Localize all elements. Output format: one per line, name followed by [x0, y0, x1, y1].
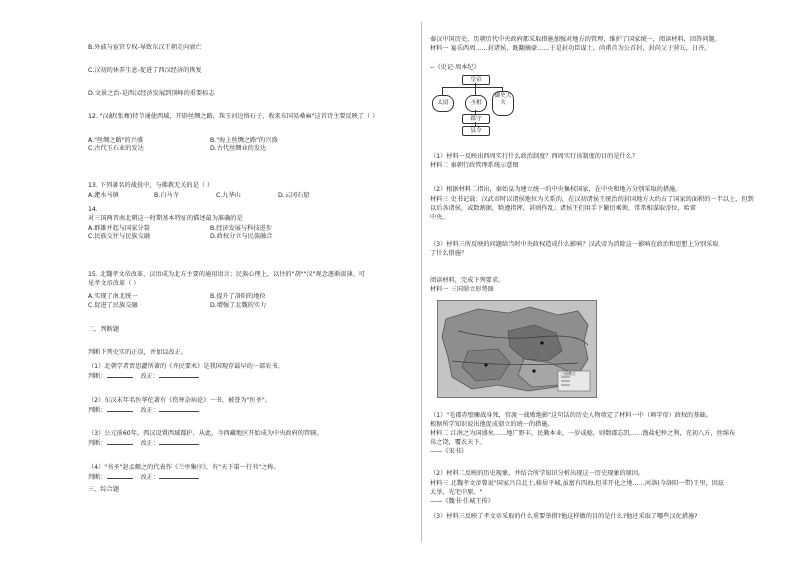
question-3-line-2: 了什么措施？ — [430, 250, 468, 257]
reading-material-3-source: ——《魏书·任城王传》 — [430, 498, 494, 505]
judge-answer-row-4 — [88, 473, 199, 482]
reading-question-3: （3）材料三反映了孝文帝采取的什么重要举措?他这样做的目的是什么?他还采取了哪些汉化措施? — [430, 513, 698, 520]
reading-question-2: （2）材料二反映的历史现象，并结合所学知识分析出现这一历史现象的原因。 — [430, 470, 645, 477]
q15-option-a: A.实现了南北统一 — [88, 293, 138, 300]
section-2-intro: 判断下列史实的正误，并加以改正。 — [88, 349, 187, 356]
diagram-connector — [442, 87, 443, 95]
diagram-taiwei: 太尉 — [432, 95, 454, 112]
column-divider — [421, 22, 422, 542]
diagram-emperor: 皇帝 — [462, 75, 490, 85]
q15-option-d: D.增强了北魏的实力 — [210, 302, 267, 309]
reading-material-2-source: ——《宋书》 — [430, 448, 468, 455]
reading-material-2-line-2: 帛之饶，覆衣天下。 — [430, 439, 486, 446]
reading-material-1: 材料一 三国鼎立形势图 — [430, 286, 494, 293]
material-3-line-2: 以后各诸侯，或数割据，犄遵指挥，甚则作乱；诸侯王们用手下繁衍乘领，常常相谋取帝位，哈雷 — [430, 205, 697, 212]
material-2-caption: 材料二 秦朝行政管理系统示意图 — [430, 162, 519, 169]
question-14-number: 14. — [88, 206, 98, 213]
judge-item-4: （4）"书圣"赵孟頫之的代表作《兰亭集序》，有"天下第一行书"之称。 — [88, 464, 280, 471]
q15-option-c: C.促进了民族交融 — [88, 302, 138, 309]
fix-blank[interactable] — [159, 473, 199, 479]
question-14-stem: 对三国两晋南北朝这一时期基本特征的描述最为准确的是 — [88, 215, 243, 222]
question-15-stem-2: 见孝文帝改革（ ） — [88, 280, 140, 287]
material-intro-1: 秦汉中国历史，历朝历代中央政府都采取措施加强对地方的管理，维护了国家统一，阅读材料，回答问题。 — [430, 36, 721, 43]
reading-intro: 阅读材料，完成下列要求。 — [430, 277, 505, 284]
judge-blank[interactable] — [107, 372, 133, 378]
judge-label: 判断： — [88, 407, 107, 414]
question-13-stem: 13. 下列著名的战役中，与佛教无关的是（ ） — [88, 182, 214, 189]
q13-option-b: B.白马寺 — [154, 192, 179, 199]
diagram-connector — [475, 87, 476, 95]
reading-material-2-line-1: 材料二 江南之为国盛矣……地广野丰，民勤本业，一岁或稔，则数郡忘饥……渔盐杞梓之利，充初八方，丝绵布 — [430, 430, 736, 437]
fix-blank[interactable] — [159, 372, 199, 378]
judge-blank[interactable] — [107, 473, 133, 479]
question-2: （2）根据材料二指出，秦始皇为建立统一的中央集权国家，在中央和地方分别采取的措施。 — [430, 186, 682, 193]
reading-material-3-line-1: 材料三 北魏孝文帝曾说"国家兴自北土,移居平城,虽富有四海,但非开化之地……河洛(今洛阳一带)王里，因兹 — [430, 480, 724, 487]
judge-item-3: （3）公元前60年，西汉设置西域都护，从此，今西藏地区开始成为中央政府的管辖。 — [88, 430, 323, 437]
judge-item-1: （1）北朝学者贾思勰所著的《齐民要术》是我国现存最早的一部农书。 — [88, 363, 284, 370]
question-1: （1）材料一反映出西周实行什么政治制度？西周实行该制度的目的是什么？ — [430, 153, 639, 160]
map-legend-title: 三国鼎立 — [560, 371, 576, 376]
fix-blank[interactable] — [159, 406, 199, 412]
diagram-county: 县令 — [462, 126, 490, 136]
material-3-line-1: 材料三 史书记载：汉武帝时以诸侯地位为关系的，在汉初诸侯王统治的封国地方大约占了国家的面积的一半以上，但到 — [430, 196, 754, 203]
judge-item-2: （2）东汉末年名医华佗著有《伤寒杂病论》一书，被誉为"医圣"。 — [88, 397, 271, 404]
judge-blank[interactable] — [107, 406, 133, 412]
reading-question-1-line-1: （1）"毛郡赤壁鏖战身死，官渡一战败地影"这句话的历史人物奠定了材料一中（填字母）政权的基础。 — [430, 412, 712, 419]
q14-option-a: A.群雄并起与国家分裂 — [88, 225, 150, 232]
judge-answer-row-1 — [88, 372, 199, 381]
q13-option-c: C.九华山 — [216, 192, 241, 199]
judge-blank[interactable] — [107, 439, 133, 445]
judge-answer-row-3 — [88, 439, 199, 448]
section-2-heading: 二、判断题 — [88, 326, 119, 333]
reading-material-3-line-2: 大举，光宅中原。" — [430, 489, 483, 496]
diagram-chancellor: 丞相 — [465, 95, 487, 112]
q13-option-a: A.淝水马镇 — [88, 192, 119, 199]
q12-option-b: B."海上丝绸之路"的兴盛 — [210, 137, 278, 144]
diagram-connector — [442, 87, 502, 88]
option-c-8: C.汉初的休养生息-促进了西汉经济的恢复 — [88, 67, 202, 74]
fix-label: 改正： — [140, 474, 159, 481]
material-3-line-3: 中央。 — [430, 214, 449, 221]
question-15-stem-1: 15. 北魏孝文帝改革，汉语成为北方主要的通用语言；民族心理上，以往的"胡""汉"观念逐渐淡薄。可 — [88, 271, 365, 278]
judge-answer-row-2 — [88, 406, 199, 415]
reading-question-1-line-2: 根据所学知识说出他促成鼎立的统一的措施。 — [430, 421, 554, 428]
fix-label: 改正： — [140, 440, 159, 447]
judge-label: 判断： — [88, 474, 107, 481]
material-1-source: --《史记·周本纪》 — [430, 64, 480, 71]
question-12-stem: 12. "汉献(张骞)持节通使西域，开辟丝绸之路，珠玉河边络石子，收来东国易桑麻"这首诗主要反映了（ ） — [88, 113, 379, 120]
q12-option-a: A."丝绸之路"的兴盛 — [88, 137, 144, 144]
question-3-line-1: （3）材料三所反映的问题给当时中央政权造成什么影响？汉武帝为消除这一影响在政治和思想上分别采取 — [430, 241, 719, 248]
fix-label: 改正： — [140, 373, 159, 380]
diagram-yushi: 御史大夫 — [492, 91, 514, 116]
material-intro-2: 材料一 宴乐西周……封诸侯，既翻摘豪……于是封功臣谋士，尚甫首为公首封，封尚父于营丘，日齐。 — [430, 45, 711, 52]
fix-label: 改正： — [140, 407, 159, 414]
section-3-heading: 三、综合题 — [88, 486, 119, 493]
q13-option-d: D.云冈石窟 — [278, 192, 310, 199]
q14-option-d: D.政权分立与民族融合 — [210, 233, 273, 240]
fix-blank[interactable] — [159, 439, 199, 445]
q14-option-c: C.民族交往与民族交融 — [88, 233, 150, 240]
option-b-8: B.外戚与宦官专权-导致东汉王朝走向衰亡 — [88, 44, 202, 51]
q15-option-b: B.提升了洛阳的地位 — [210, 293, 266, 300]
three-kingdoms-map — [437, 300, 597, 398]
q14-option-b: B.经济发展与科技进步 — [210, 225, 272, 232]
diagram-commandery: 郡守 — [462, 114, 490, 124]
judge-label: 判断： — [88, 373, 107, 380]
q12-option-c: C.古代玉石业的发达 — [88, 145, 144, 152]
judge-label: 判断： — [88, 440, 107, 447]
option-d-8: D.文景之治-是西汉经济发展到顶峰的重要标志 — [88, 90, 215, 97]
q12-option-d: D.古代丝绸业的发达 — [210, 145, 267, 152]
